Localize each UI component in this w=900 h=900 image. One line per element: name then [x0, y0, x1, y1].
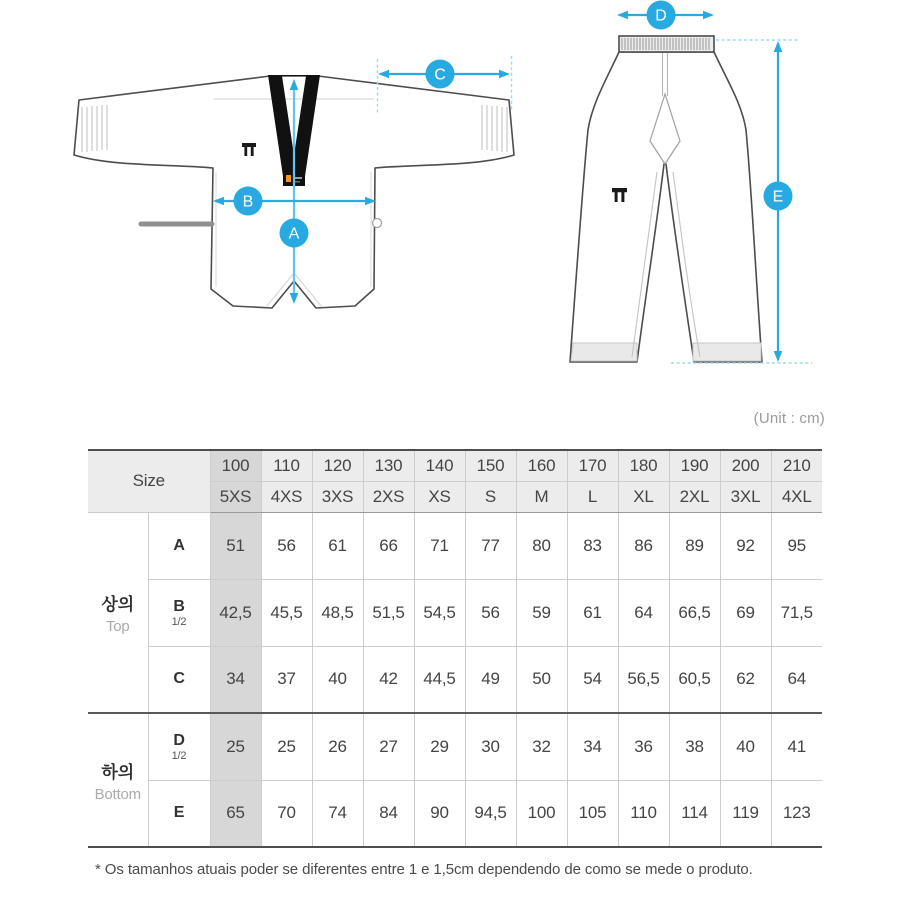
- group-label-ko: 상의: [101, 594, 135, 614]
- size-number-cell: 170: [567, 450, 618, 481]
- row-key-cell: [148, 512, 210, 579]
- table-row: [88, 512, 822, 579]
- size-code-cell: L: [567, 481, 618, 512]
- table-row: [88, 713, 822, 780]
- value-cell: 42,5: [210, 579, 261, 646]
- group-label-cell: [88, 512, 148, 713]
- value-cell: 66,5: [669, 579, 720, 646]
- size-number-cell: 210: [771, 450, 822, 481]
- unit-label: (Unit : cm): [753, 410, 825, 427]
- measure-label-d: D: [655, 7, 667, 25]
- value-cell: 32: [516, 713, 567, 780]
- footnote: * Os tamanhos atuais poder se diferentes entre 1 e 1,5cm dependendo de como se mede o produto.: [95, 861, 753, 878]
- size-number-cell: 110: [261, 450, 312, 481]
- row-key-cell: [148, 780, 210, 847]
- row-key-cell: [148, 579, 210, 646]
- measurement-diagram: [0, 0, 900, 400]
- value-cell: 71,5: [771, 579, 822, 646]
- side-button: [373, 219, 382, 228]
- value-cell: 80: [516, 512, 567, 579]
- row-key-sub: 1/2: [171, 749, 187, 762]
- value-cell: 51: [210, 512, 261, 579]
- left-hem-band: [571, 343, 637, 361]
- size-number-cell: 120: [312, 450, 363, 481]
- value-cell: 34: [210, 646, 261, 713]
- table-row: [88, 579, 822, 646]
- value-cell: 44,5: [414, 646, 465, 713]
- value-cell: 77: [465, 512, 516, 579]
- row-key-letter: C: [173, 670, 185, 688]
- value-cell: 30: [465, 713, 516, 780]
- group-label-en: Bottom: [94, 785, 141, 803]
- size-number-cell: 200: [720, 450, 771, 481]
- size-number-cell: 140: [414, 450, 465, 481]
- value-cell: 61: [567, 579, 618, 646]
- value-cell: 34: [567, 713, 618, 780]
- value-cell: 105: [567, 780, 618, 847]
- size-code-cell: XL: [618, 481, 669, 512]
- size-code-cell: 2XL: [669, 481, 720, 512]
- size-number-cell: 130: [363, 450, 414, 481]
- size-code-cell: 4XL: [771, 481, 822, 512]
- value-cell: 54: [567, 646, 618, 713]
- value-cell: 59: [516, 579, 567, 646]
- value-cell: 119: [720, 780, 771, 847]
- size-number-cell: 100: [210, 450, 261, 481]
- value-cell: 49: [465, 646, 516, 713]
- row-key-cell: [148, 646, 210, 713]
- value-cell: 83: [567, 512, 618, 579]
- value-cell: 64: [618, 579, 669, 646]
- row-key-letter: E: [173, 804, 185, 822]
- value-cell: 114: [669, 780, 720, 847]
- value-cell: 110: [618, 780, 669, 847]
- row-key-sub: 1/2: [171, 615, 187, 628]
- size-number-cell: 160: [516, 450, 567, 481]
- size-code-cell: M: [516, 481, 567, 512]
- value-cell: 56,5: [618, 646, 669, 713]
- size-code-cell: 3XS: [312, 481, 363, 512]
- value-cell: 27: [363, 713, 414, 780]
- row-key-letter: D: [173, 731, 185, 749]
- size-number-cell: 180: [618, 450, 669, 481]
- value-cell: 84: [363, 780, 414, 847]
- table-row: [88, 646, 822, 713]
- pants-diagram: [570, 1, 812, 364]
- value-cell: 56: [465, 579, 516, 646]
- value-cell: 42: [363, 646, 414, 713]
- value-cell: 37: [261, 646, 312, 713]
- value-cell: 92: [720, 512, 771, 579]
- value-cell: 70: [261, 780, 312, 847]
- right-hem-band: [693, 343, 761, 361]
- value-cell: 50: [516, 646, 567, 713]
- size-table-body: [88, 512, 822, 847]
- value-cell: 65: [210, 780, 261, 847]
- size-table: [88, 449, 822, 848]
- value-cell: 86: [618, 512, 669, 579]
- value-cell: 40: [720, 713, 771, 780]
- value-cell: 123: [771, 780, 822, 847]
- value-cell: 25: [210, 713, 261, 780]
- value-cell: 41: [771, 713, 822, 780]
- jacket-diagram: [74, 56, 514, 308]
- measure-label-a: A: [288, 225, 300, 243]
- collar-tag-text-line: [294, 177, 302, 179]
- group-label-cell: [88, 713, 148, 847]
- size-code-cell: S: [465, 481, 516, 512]
- row-key-letter: B: [173, 597, 185, 615]
- value-cell: 38: [669, 713, 720, 780]
- value-cell: 45,5: [261, 579, 312, 646]
- value-cell: 51,5: [363, 579, 414, 646]
- row-key-letter: A: [173, 536, 185, 554]
- table-row: [88, 780, 822, 847]
- value-cell: 95: [771, 512, 822, 579]
- value-cell: 26: [312, 713, 363, 780]
- size-code-cell: 3XL: [720, 481, 771, 512]
- value-cell: 71: [414, 512, 465, 579]
- size-code-cell: 2XS: [363, 481, 414, 512]
- row-key-cell: [148, 713, 210, 780]
- value-cell: 100: [516, 780, 567, 847]
- value-cell: 66: [363, 512, 414, 579]
- value-cell: 25: [261, 713, 312, 780]
- value-cell: 62: [720, 646, 771, 713]
- size-table-head: [88, 450, 822, 512]
- value-cell: 64: [771, 646, 822, 713]
- value-cell: 61: [312, 512, 363, 579]
- size-code-cell: XS: [414, 481, 465, 512]
- value-cell: 69: [720, 579, 771, 646]
- value-cell: 90: [414, 780, 465, 847]
- value-cell: 89: [669, 512, 720, 579]
- value-cell: 48,5: [312, 579, 363, 646]
- measure-label-b: B: [242, 193, 254, 211]
- value-cell: 29: [414, 713, 465, 780]
- value-cell: 60,5: [669, 646, 720, 713]
- collar-tag-emblem: [286, 175, 291, 182]
- size-number-cell: 190: [669, 450, 720, 481]
- value-cell: 36: [618, 713, 669, 780]
- value-cell: 94,5: [465, 780, 516, 847]
- value-cell: 74: [312, 780, 363, 847]
- size-header-cell: Size: [88, 450, 210, 512]
- value-cell: 54,5: [414, 579, 465, 646]
- size-code-cell: 4XS: [261, 481, 312, 512]
- size-code-cell: 5XS: [210, 481, 261, 512]
- value-cell: 40: [312, 646, 363, 713]
- value-cell: 56: [261, 512, 312, 579]
- group-label-ko: 하의: [101, 762, 135, 782]
- size-number-cell: 150: [465, 450, 516, 481]
- group-label-en: Top: [105, 617, 130, 635]
- measure-label-c: C: [434, 66, 446, 84]
- measure-label-e: E: [772, 188, 784, 206]
